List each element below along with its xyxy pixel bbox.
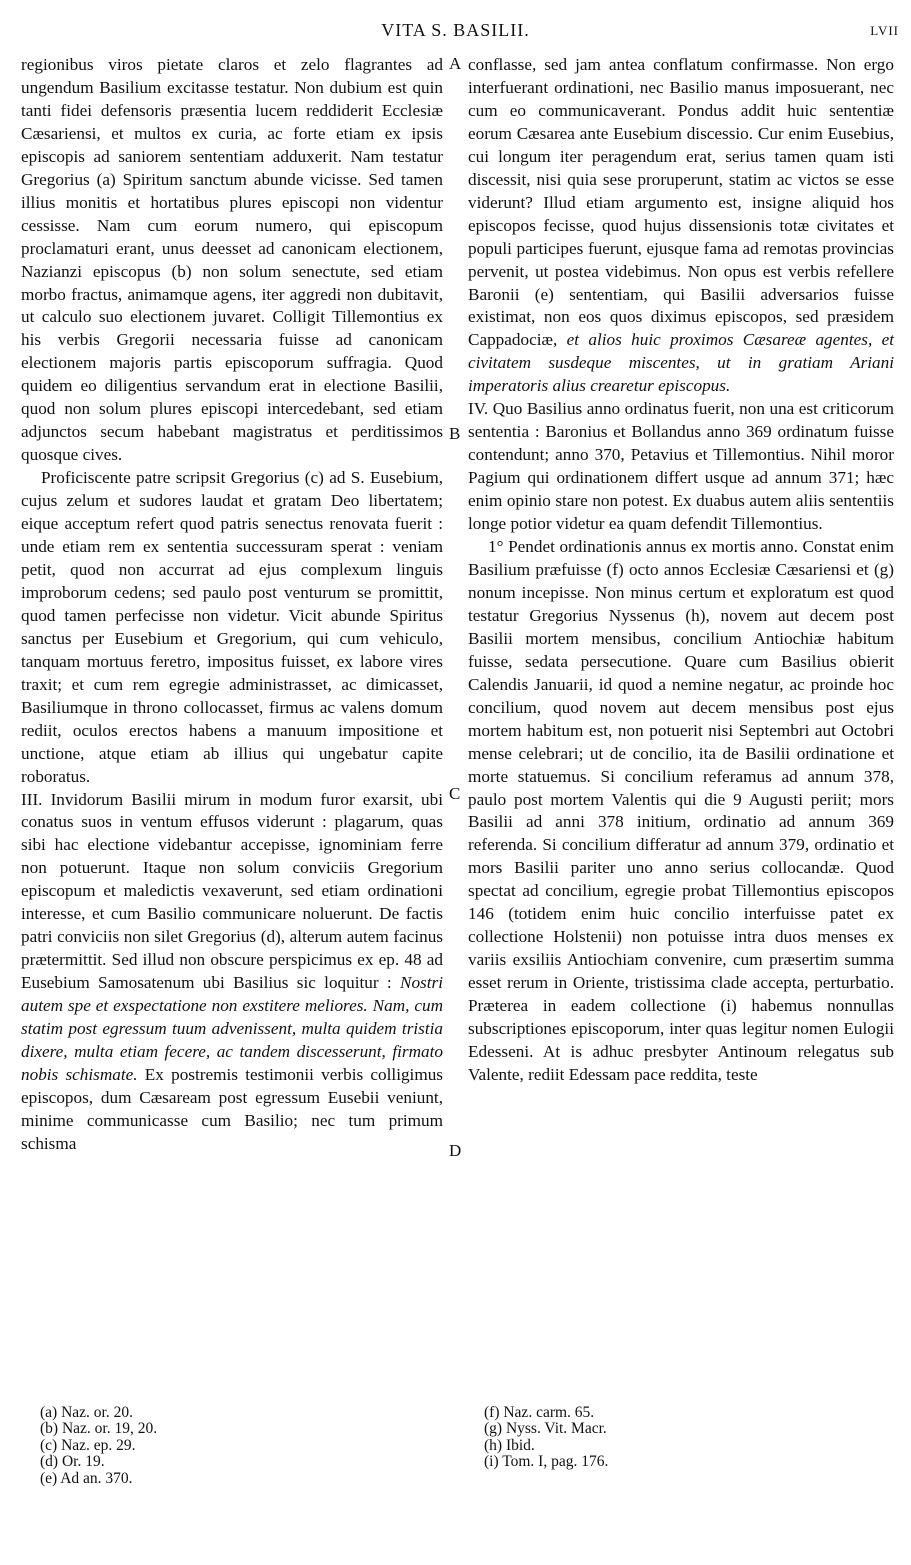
footnote: (h) Ibid. bbox=[484, 1436, 535, 1454]
footnote: (e) Ad an. 370. bbox=[40, 1469, 133, 1487]
right-paragraph-1-quote: et alios huic proximos Cæsareæ agentes, et civitatem susdeque miscentes, ut in gratiam Ariani imperatoris alius crearetur episcopus. bbox=[468, 330, 894, 396]
footnote: (d) Or. 19. bbox=[40, 1453, 105, 1471]
footnote: (b) Naz. or. 19, 20. bbox=[40, 1420, 158, 1438]
right-paragraph-3: 1° Pendet ordinationis annus ex mortis anno. Constat enim Basilium præfuisse (f) octo annos Ecclesiæ Cæsariensi et (g) nonum incepisse. Non minus certum et exploratum est quod testatur Gregorius Nyssenus (h), novem aut decem post Basilii mortem mensibus, concilium Antiochiæ habitum fuisse, sedata persecutione. Quare cum Basilius obierit Calendis Januarii, id quod a nemine negatur, ac proinde hoc concilium, quod novem aut decem mensibus post ejus mortem habitum est, non potuerit nisi Septembri aut Octobri mense celebrari; ut de concilio, ita de Basilii ordinatione et morte statuemus. Si concilium referamus ad annum 378, paulo post mortem Valentis qui die 9 Augusti periit; mors Basilii ad anni 378 initium, ordinatio ad annum 369 referenda. Si concilium differatur ad annum 379, ordinatio et mors Basilii pariter uno anno serius collocandæ. Quod spectat ad concilium, egregie probat Tillemontius episcopos 146 (totidem enim huic concilio interfuisse patet ex collectione Holstenii) non potuisse intra duos menses ex variis exsiliis Antiochiam convenire, cum præsertim summa esset rerum in Oriente, tristissima clade accepta, perturbatio. Præterea in eadem collectione (i) habemus nonnullas subscriptiones episcoporum, inter quas legitur nomen Eulogii Edesseni. At is adhuc presbyter Antinoum relegatus sub Valente, rediit Edessam pace reddita, teste bbox=[468, 537, 894, 1084]
margin-letter-d: D bbox=[449, 1141, 462, 1160]
running-title: VITA S. BASILII. bbox=[381, 20, 530, 40]
right-paragraph-1 bbox=[468, 54, 894, 398]
page-number: LVII bbox=[870, 23, 899, 38]
right-column bbox=[468, 54, 894, 1087]
footnotes-right bbox=[484, 1405, 784, 1471]
left-paragraph-2: Proficiscente patre scripsit Gregorius (c) ad S. Eusebium, cujus zelum et sudores laudat et gratam Deo libertatem; eique acceptum refert quod patris senectus renovata fuerit : unde etiam rem ex sententia successuram sperat : veniam petit, quod non accurrat ad ejus complexum linguis improborum cedens; sed paulo post venturum se promittit, quod tamen perfecisse non videtur. Vicit abunde Spiritus sanctus per Eusebium et Gregorium, qui cum vehiculo, tanquam mortuus feretro, impositus fuisset, ex labore vires traxit; et cum rem egregie administrasset, ac dimicasset, Basiliumque in throno collocasset, firmus ac valens domum rediit, oculos erectos habens a manuum impositione et unctione, atque etiam ab illius qui ungebatur capite roboratus. bbox=[21, 468, 443, 786]
footnote: (g) Nyss. Vit. Macr. bbox=[484, 1420, 607, 1438]
left-paragraph-3 bbox=[21, 789, 443, 1156]
left-paragraph-1: regionibus viros pietate claros et zelo flagrantes ad ungendum Basilium excitasse testatur. Non dubium est quin tanti fidei defensoris præsentia lucem reddiderit Ecclesiæ Cæsariensi, et multos ex curia, ac forte etiam ex ipsis episcopis ad saniorem sententiam adduxerit. Nam testatur Gregorius (a) Spiritum sanctum abunde vicisse. Sed tamen illius monitis et hortatibus plures episcopi non videntur cessisse. Nam cum eorum numero, qui episcopum proclamaturi erant, unus deesset ad canonicam electionem, Nazianzi episcopus (b) non solum senectute, sed etiam morbo fractus, animamque agens, iter aggredi non dubitavit, ut calculo suo electionem juvaret. Colligit Tillemontius ex his verbis Gregorii necessaria fuisse ad canonicam electionem majoris partis episcoporum suffragia. Quod quidem eo diligentius servandum erat in electione Basilii, quod non solum plures episcopi intercedebant, sed etiam adjunctos secum habebant magistratus et perditissimos quosque cives. bbox=[21, 55, 443, 465]
margin-letter-b: B bbox=[449, 424, 461, 443]
left-paragraph-3-quote: Nostri autem spe et exspectatione non exstitere meliores. Nam, cum statim post egressum tuum advenissent, multa quidem tristia dixere, multa etiam fecere, ac tandem discesserunt, firmato nobis schismate. bbox=[21, 973, 443, 1084]
right-paragraph-1-text: conflasse, sed jam antea conflatum confirmasse. Non ergo interfuerant ordinationi, nec Basilio manus imposuerant, nec cum eo communicaverant. Pondus addit huic sententiæ eorum Cæsarea ante Eusebium discessio. Cur enim Eusebius, cui longum iter peragendum erat, serius tamen quam isti discessit, nisi quia sese proruperunt, statim ac victos se esse viderunt? Illud etiam argumento est, insigne aliquid hos episcopos fecisse, quod hujus dissensionis totæ civitates et populi participes fuerunt, ejusque fama ad remotas provincias pervenit, ut postea videbimus. Non opus est verbis refellere Baronii (e) sententiam, qui Basilii adversarios fuisse existimat, non eos quos diximus episcopos, sed præsidem Cappadociæ, bbox=[468, 55, 894, 350]
page-header bbox=[0, 20, 911, 44]
margin-letter-a: A bbox=[449, 54, 462, 73]
footnote: (i) Tom. I, pag. 176. bbox=[484, 1453, 609, 1471]
left-paragraph-3-end: Ex postremis testimonii verbis colligimus episcopos, dum Cæsaream post egressum Eusebii veniunt, minime communicasse cum Basilio; nec tum primum schisma bbox=[21, 1064, 443, 1153]
right-paragraph-2: IV. Quo Basilius anno ordinatus fuerit, non una est criticorum sententia : Baronius et Bollandus anno 369 ordinatum fuisse contendunt; anno 370, Petavius et Tillemontius. Nihil moror Pagium qui ordinationem differt usque ad annum 371; hæc enim opinio stare non potest. Ex duabus autem aliis sententiis longe potior videtur ea quam defendit Tillemontius. bbox=[468, 399, 894, 534]
footnotes-left bbox=[40, 1405, 340, 1487]
margin-letter-c: C bbox=[449, 784, 461, 803]
left-column bbox=[21, 54, 443, 1156]
footnote: (c) Naz. ep. 29. bbox=[40, 1436, 136, 1454]
footnote: (a) Naz. or. 20. bbox=[40, 1404, 133, 1421]
left-paragraph-3-text: III. Invidorum Basilii mirum in modum furor exarsit, ubi conatus suos in ventum effusos viderunt : plagarum, quas sibi hac electione videbantur accepisse, ignominiam ferre non potuerunt. Itaque non solum conviciis Gregorium episcopum et maledictis vexaverunt, sed etiam ordinationi interesse, et cum Basilio communicare noluerunt. De factis patri conviciis non silet Gregorius (d), alterum autem facinus prætermittit. Sed illud non obscure perspicimus ex ep. 48 ad Eusebium Samosatenum ubi Basilius sic loquitur : bbox=[21, 789, 443, 993]
footnote: (f) Naz. carm. 65. bbox=[484, 1404, 595, 1421]
